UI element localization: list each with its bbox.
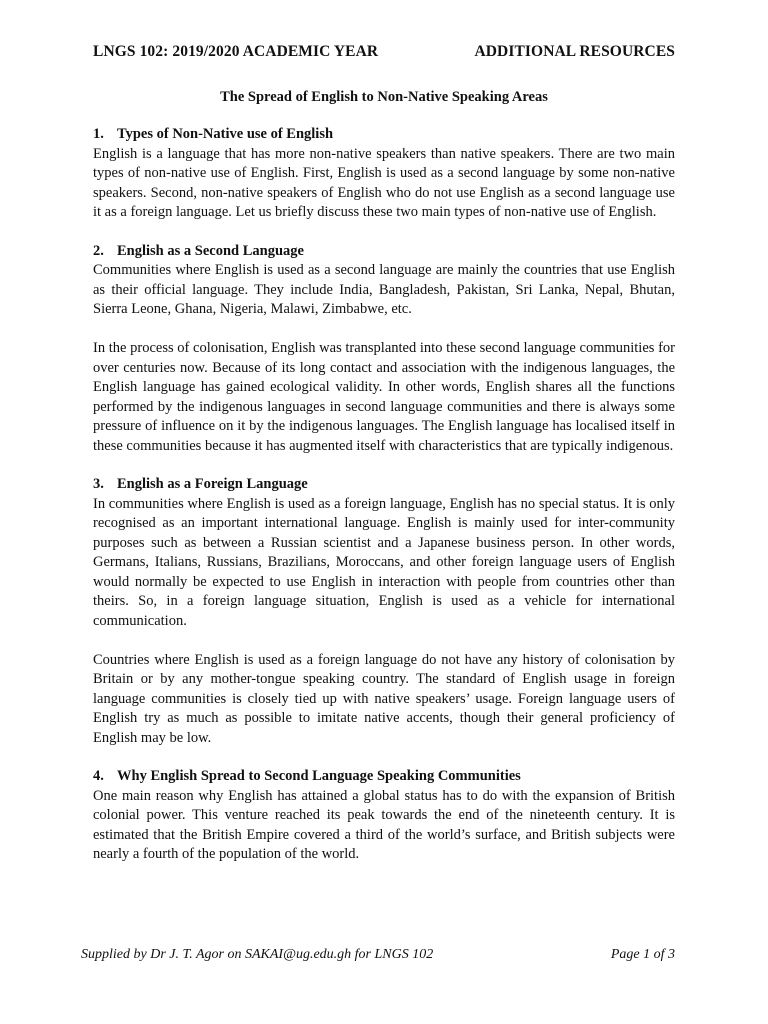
document-body <box>93 125 675 884</box>
section-number: 4. <box>93 768 104 784</box>
header-resources-label: ADDITIONAL RESOURCES <box>474 43 675 60</box>
section-number: 3. <box>93 476 104 492</box>
paragraph: One main reason why English has attained a global status has to do with the expansion of British colonial power. This venture reached its peak towards the end of the nineteenth century. It is estimated that the British Empire covered a third of the world’s surface, and British subjects were nearly a fourth of the population of the world. <box>93 787 675 862</box>
section-heading <box>93 767 675 787</box>
section-english-foreign-language <box>93 475 675 748</box>
paragraph: Countries where English is used as a foreign language do not have any history of colonisation by Britain or by any mother-tongue speaking country. The standard of English usage in foreign language communities is closely tied up with native speakers’ usage. Foreign language users of English try as much as possible to imitate native accents, though their general proficiency of English may be low. <box>93 651 675 746</box>
paragraph: Communities where English is used as a second language are mainly the countries that use English as their official language. They include India, Bangladesh, Pakistan, Sri Lanka, Nepal, Bhutan, Sierra Leone, Ghana, Nigeria, Malawi, Zimbabwe, etc. <box>93 262 675 317</box>
section-heading-text: Types of Non-Native use of English <box>117 126 334 142</box>
section-heading-text: English as a Second Language <box>117 242 304 259</box>
section-heading <box>93 475 675 495</box>
section-heading <box>93 242 675 262</box>
section-heading-text: Why English Spread to Second Language Speaking Communities <box>117 768 521 784</box>
section-heading <box>93 125 675 145</box>
section-english-second-language <box>93 242 675 457</box>
page-header <box>93 42 675 62</box>
section-why-english-spread <box>93 767 675 865</box>
section-heading-text: English as a Foreign Language <box>117 476 308 492</box>
paragraph: In communities where English is used as a foreign language, English has no special status. It is only recognised as an important international language. English is mainly used for inter-community purposes such as between a Russian scientist and a Japanese business person. In other words, Germans, Italians, Russians, Brazilians, Moroccans, and other foreign language users of English would normally be expected to use English in interaction with people from countries other than theirs. So, in a foreign language situation, English is used as a vehicle for international communication. <box>93 495 675 629</box>
paragraph: In the process of colonisation, English was transplanted into these second language communities for over centuries now. Because of its long contact and association with the indigenous languages, the English language has gained ecological validity. In other words, English shares all the functions performed by the indigenous languages in second language communities and there is always some pressure of influence on it by the indigenous languages. The English language has localised itself in these communities because it has augmented itself with characteristics that are typically indigenous. <box>93 340 675 454</box>
footer-supplier-note: Supplied by Dr J. T. Agor on SAKAI@ug.edu.gh for LNGS 102 <box>81 947 434 962</box>
page-footer <box>81 946 675 964</box>
section-types-of-non-native-use <box>93 125 675 223</box>
section-number: 1. <box>93 126 104 142</box>
header-course-title: LNGS 102: 2019/2020 ACADEMIC YEAR <box>93 43 379 60</box>
paragraph: English is a language that has more non-native speakers than native speakers. There are two main types of non-native use of English. First, English is used as a second language by some non-native speakers. Second, non-native speakers of English who do not use English as a second language use it as a foreign language. Let us briefly discuss these two main types of non-native use of English. <box>93 145 675 220</box>
section-number: 2. <box>93 242 104 259</box>
footer-page-number: Page 1 of 3 <box>610 947 675 962</box>
document-title: The Spread of English to Non-Native Speaking Areas <box>220 89 548 105</box>
